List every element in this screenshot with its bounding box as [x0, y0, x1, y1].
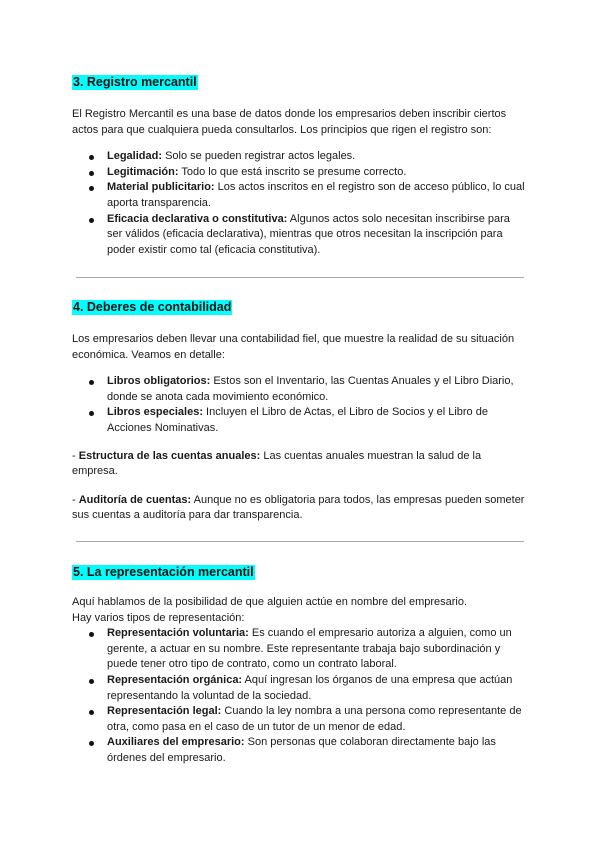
definition: Aquí ingresan los órganos de una empresa que actúan representando la voluntad de la sociedad.	[107, 673, 513, 702]
list-item	[72, 626, 528, 673]
bullet-icon	[89, 380, 94, 385]
paragraph: El Registro Mercantil es una base de datos donde los empresarios deben inscribir ciertos actos para que cualquiera pueda consultarlos. Los principios que rigen el registro son:	[72, 108, 507, 136]
paragraph-auditoria	[72, 493, 528, 524]
dash-prefix: -	[72, 449, 79, 462]
definition: Son personas que colaboran directamente bajo las órdenes del empresario.	[107, 736, 496, 764]
horizontal-divider	[76, 541, 524, 542]
list-item	[72, 374, 528, 405]
list-item	[72, 212, 528, 259]
term: Legalidad:	[107, 150, 163, 163]
bullet-icon	[89, 679, 94, 684]
bullet-icon	[89, 741, 94, 746]
list-item	[72, 180, 528, 211]
term: Estructura de las cuentas anuales:	[78, 449, 261, 462]
list-item	[72, 149, 528, 165]
bullet-icon	[89, 710, 94, 715]
term: Legitimación:	[107, 165, 179, 178]
list-item	[72, 704, 528, 735]
bullet-icon	[89, 632, 94, 637]
bullet-icon	[89, 218, 94, 223]
definition: Los actos inscritos en el registro son de acceso público, lo cual aporta transparencia.	[107, 181, 525, 209]
term: Material publicitario:	[107, 181, 215, 194]
section-registro-mercantil	[72, 73, 528, 258]
definition: Algunos actos solo necesitan inscribirse para ser válidos (eficacia declarativa), mientras que otros necesitan la inscripción para poder existir como tal (eficacia constitutiva).	[107, 212, 510, 256]
bullet-icon	[89, 171, 94, 176]
term: Libros especiales:	[107, 406, 203, 419]
definition: Solo se pueden registrar actos legales.	[162, 150, 356, 163]
bullet-list	[72, 149, 528, 258]
list-item	[72, 405, 528, 436]
dash-prefix: -	[72, 493, 79, 506]
definition: Aunque no es obligatoria para todos, las empresas pueden someter sus cuentas a auditoría para dar transparencia.	[72, 493, 525, 522]
section-heading: 3. Registro mercantil	[73, 75, 197, 89]
paragraph: Los empresarios deben llevar una contabilidad fiel, que muestre la realidad de su situación económica. Veamos en detalle:	[72, 333, 515, 361]
definition: Cuando la ley nombra a una persona como representante de otra, como pasa en el caso de un tutor de un menor de edad.	[107, 705, 522, 733]
list-item	[72, 673, 528, 704]
term: Representación voluntaria:	[107, 627, 249, 640]
section-heading: 4. Deberes de contabilidad	[73, 300, 232, 314]
section-heading: 5. La representación mercantil	[73, 565, 254, 579]
list-item	[72, 735, 528, 766]
definition: Todo lo que está inscrito se presume correcto.	[178, 165, 407, 178]
bullet-list	[72, 626, 528, 766]
section-representacion-mercantil	[72, 563, 528, 767]
section-deberes-contabilidad	[72, 298, 528, 524]
definition: Estos son el Inventario, las Cuentas Anuales y el Libro Diario, donde se anota cada movimiento económico.	[107, 375, 514, 403]
paragraph: Hay varios tipos de representación:	[72, 611, 245, 624]
bullet-icon	[89, 411, 94, 416]
term: Representación legal:	[107, 705, 222, 718]
definition: Las cuentas anuales muestran la salud de la empresa.	[72, 449, 482, 478]
term: Libros obligatorios:	[107, 375, 211, 388]
term: Eficacia declarativa o constitutiva:	[107, 212, 288, 225]
term: Representación orgánica:	[107, 673, 243, 686]
list-item	[72, 165, 528, 181]
definition: Es cuando el empresario autoriza a alguien, como un gerente, a actuar en su nombre. Este representante trabaja bajo subordinación y puede tener otro tipo de contrato, como un contrato laboral.	[107, 627, 512, 671]
definition: Incluyen el Libro de Actas, el Libro de Socios y el Libro de Acciones Nominativas.	[107, 406, 488, 434]
bullet-icon	[89, 186, 94, 191]
bullet-icon	[89, 155, 94, 160]
bullet-list	[72, 374, 528, 436]
paragraph: Aquí hablamos de la posibilidad de que alguien actúe en nombre del empresario.	[72, 596, 468, 608]
term: Auditoría de cuentas:	[78, 493, 192, 506]
paragraph-estructura	[72, 449, 528, 480]
horizontal-divider	[76, 277, 524, 278]
term: Auxiliares del empresario:	[107, 736, 245, 749]
